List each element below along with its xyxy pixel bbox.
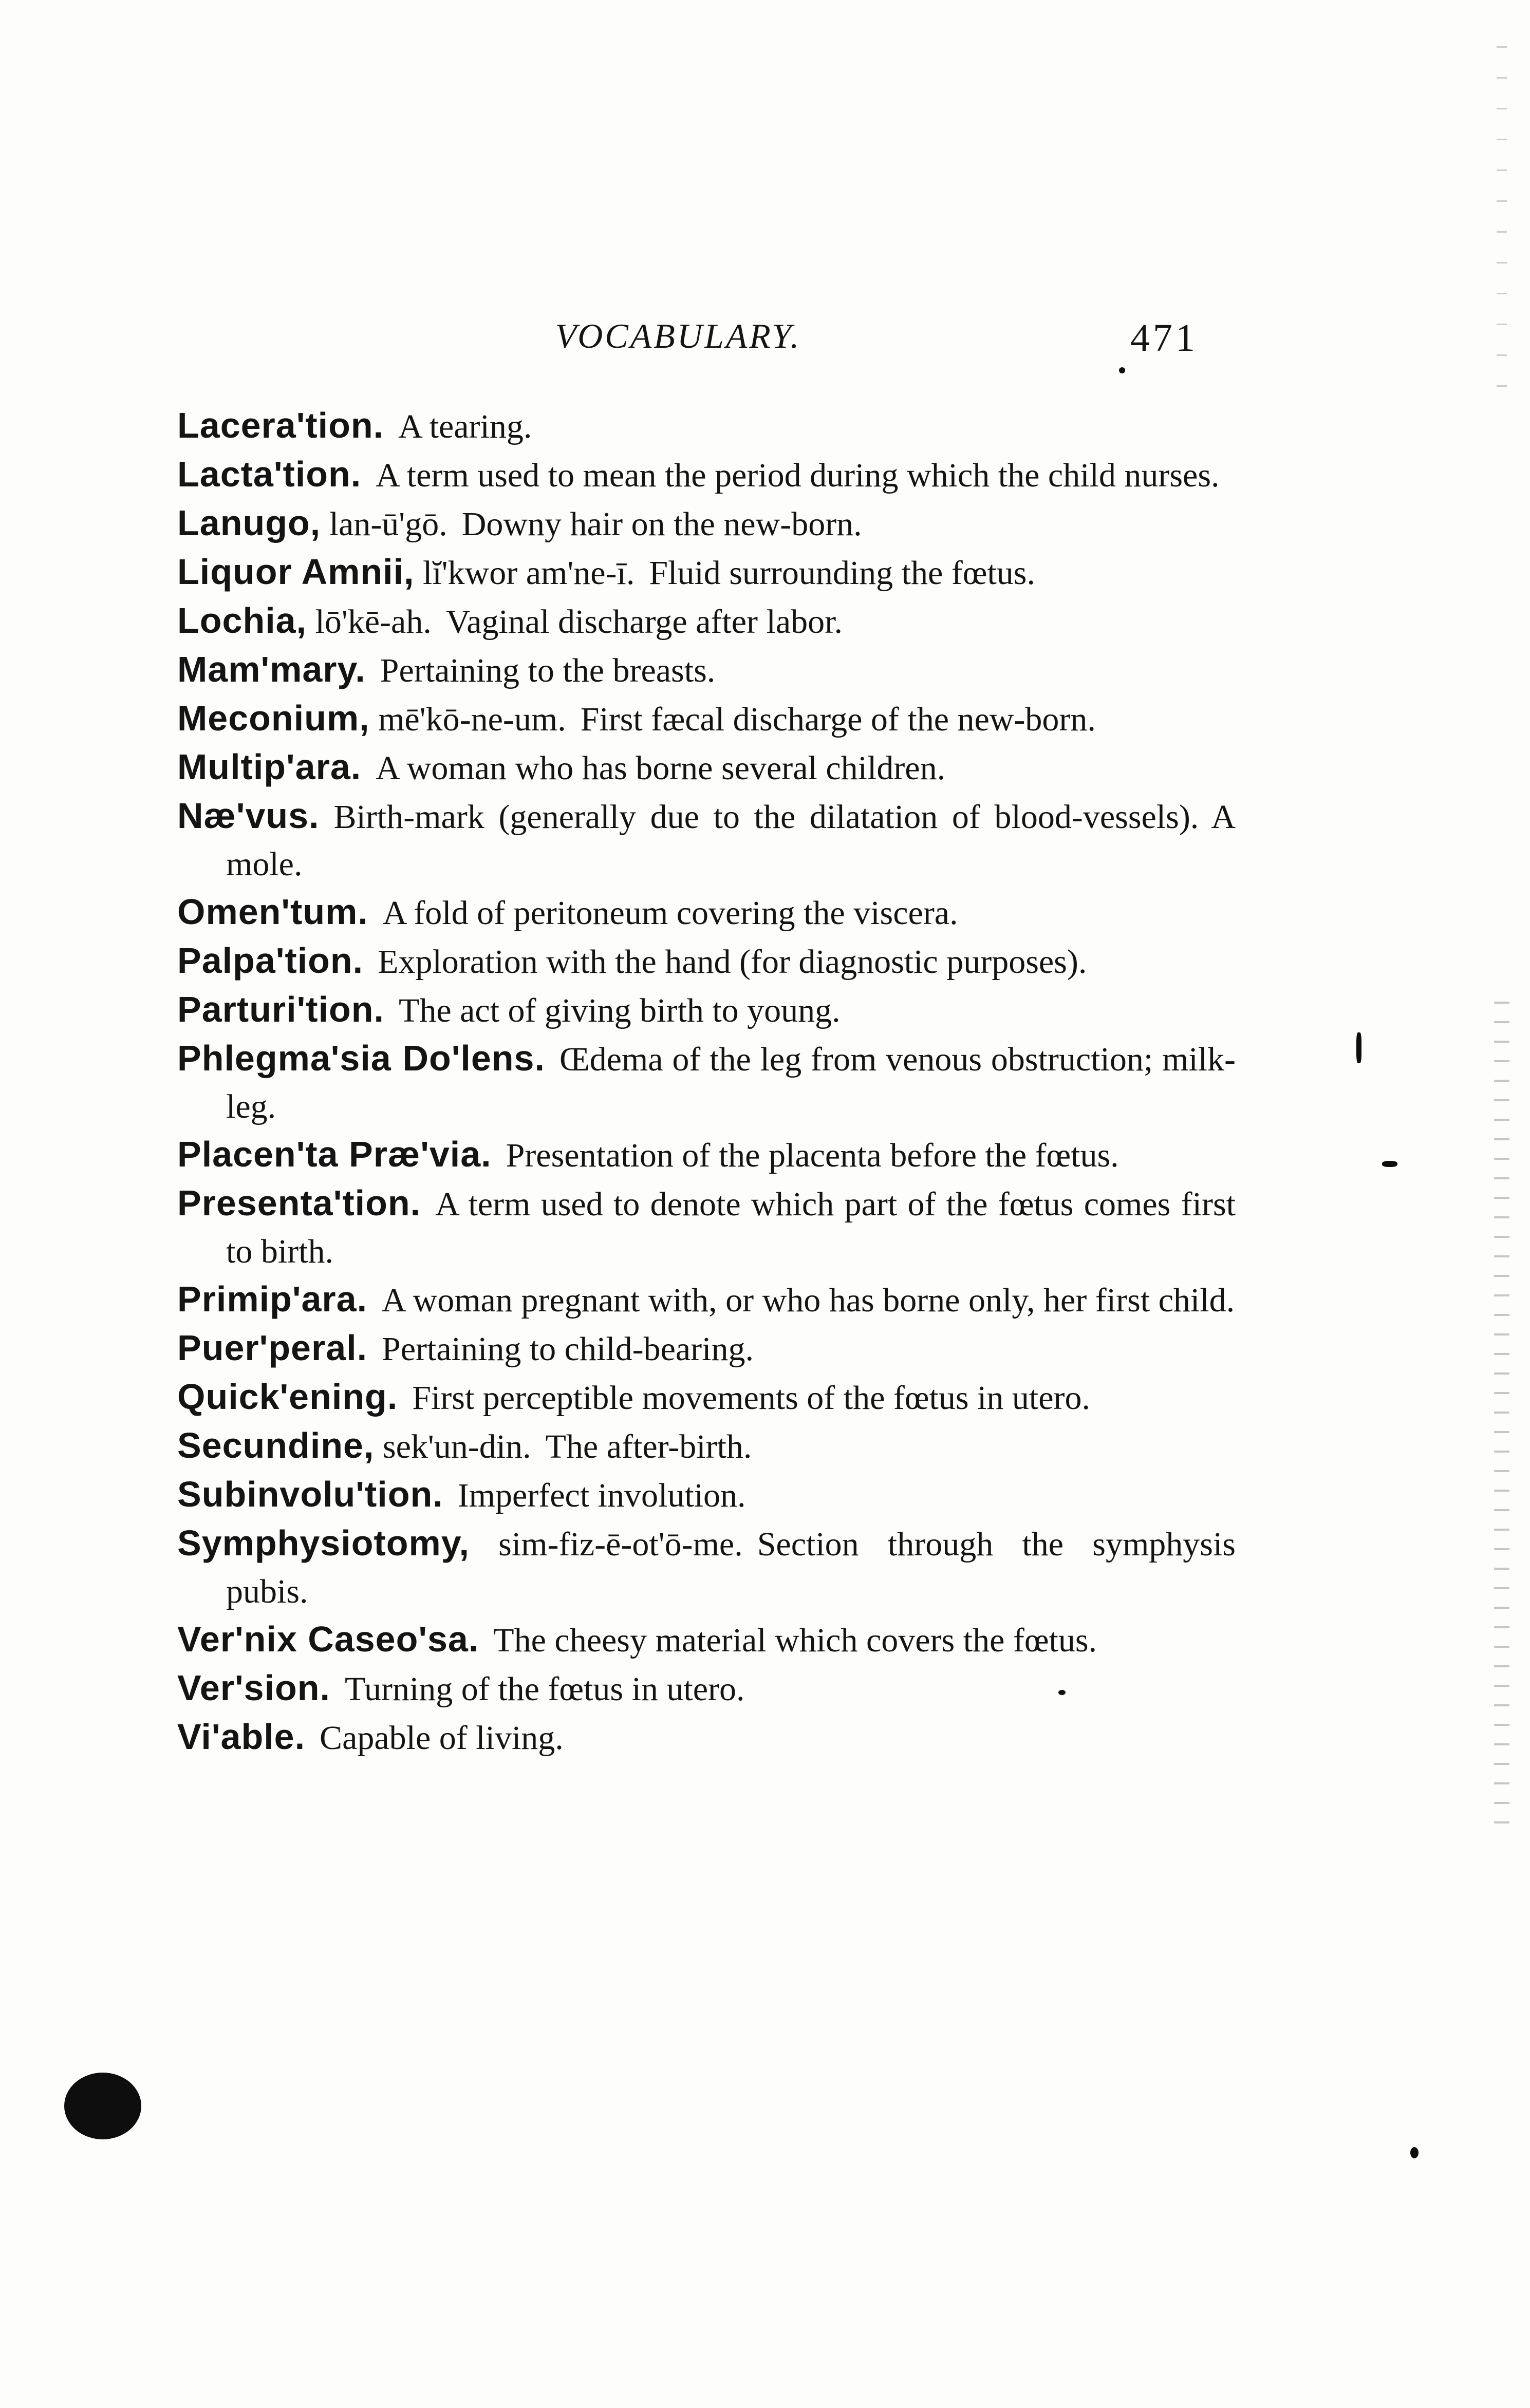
entry-term: Lanugo, [177,503,321,543]
entry-pronunciation: lan-ū'gō. [329,505,447,543]
entry-term: Puer'peral. [177,1328,368,1368]
entry-definition: Presentation of the placenta before the fœtus. [506,1137,1119,1174]
vocabulary-entry [177,1275,1236,1324]
entry-term: Lacta'tion. [177,454,362,494]
vocabulary-entry [177,1422,1236,1471]
entry-definition: A tearing. [398,408,532,445]
ink-speck [1058,1690,1066,1695]
entry-term: Vi'able. [177,1717,306,1757]
entry-definition: Pertaining to child-bearing. [382,1330,754,1368]
entry-term: Quick'ening. [177,1377,398,1417]
entry-term: Multip'ara. [177,747,362,787]
ink-speck [1410,2147,1419,2158]
vocabulary-entry [177,1179,1236,1275]
entry-pronunciation: sim-fiz-ē-ot'ō-me. [498,1526,743,1563]
entry-definition: Œdema of the leg from venous obstruction; milk-leg. [226,1041,1236,1125]
entry-definition: A term used to mean the period during which the child nurses. [376,457,1220,494]
vocabulary-entry [177,1664,1236,1713]
vocabulary-entry [177,986,1236,1034]
entry-term: Ver'nix Caseo'sa. [177,1619,479,1659]
entry-term: Lacera'tion. [177,405,384,445]
entry-definition: Vaginal discharge after labor. [445,603,843,641]
entry-term: Secundine, [177,1425,375,1465]
entry-definition: A woman pregnant with, or who has borne only, her first child. [382,1282,1235,1319]
entry-definition: Turning of the fœtus in utero. [345,1670,745,1708]
entry-definition: Pertaining to the breasts. [380,652,716,689]
vocabulary-entry [177,888,1236,937]
ink-blot [64,2073,141,2139]
vocabulary-entry [177,450,1236,499]
vocabulary-entry [177,1471,1236,1519]
entry-definition: Capable of living. [320,1719,564,1757]
entry-definition: Downy hair on the new-born. [461,505,862,543]
entry-pronunciation: lĭ'kwor am'ne-ī. [422,554,635,592]
entry-definition: Birth-mark (generally due to the dilatation of blood-vessels). A mole. [226,798,1236,883]
entry-definition: First fæcal discharge of the new-born. [580,701,1096,738]
vocabulary-entry [177,694,1236,743]
vocabulary-list [177,402,1236,1762]
vocabulary-entry [177,1615,1236,1664]
ink-speck [1382,1161,1397,1167]
vocabulary-entry [177,548,1236,597]
vocabulary-entry [177,646,1236,694]
entry-definition: A term used to denote which part of the fœtus comes first to birth. [226,1186,1236,1270]
entry-term: Lochia, [177,600,307,641]
ink-speck [1119,367,1125,373]
entry-term: Ver'sion. [177,1668,330,1708]
entry-term: Palpa'tion. [177,940,364,981]
entry-term: Omen'tum. [177,892,368,932]
entry-term: Placen'ta Præ'via. [177,1134,492,1174]
entry-term: Liquor Amnii, [177,552,415,592]
vocabulary-entry [177,1373,1236,1422]
entry-definition: A woman who has borne several children. [376,749,946,787]
entry-term: Presenta'tion. [177,1183,421,1223]
vocabulary-entry [177,1519,1236,1615]
entry-definition: First perceptible movements of the fœtus in utero. [412,1379,1090,1417]
entry-term: Meconium, [177,698,370,738]
entry-definition: Fluid surrounding the fœtus. [649,554,1035,592]
vocabulary-entry [177,937,1236,986]
entry-term: Symphysiotomy, [177,1523,470,1563]
entry-pronunciation: mē'kō-ne-um. [378,701,566,738]
entry-term: Næ'vus. [177,796,320,836]
entry-definition: The after-birth. [545,1428,752,1465]
entry-definition: A fold of peritoneum covering the viscera. [382,894,958,932]
entry-term: Mam'mary. [177,649,366,689]
entry-term: Subinvolu'tion. [177,1474,443,1514]
entry-term: Phlegma'sia Do'lens. [177,1038,545,1078]
scan-margin-specks [1494,1002,1509,1823]
vocabulary-entry [177,792,1236,888]
entry-term: Parturi'tion. [177,989,384,1029]
vocabulary-entry [177,1131,1236,1179]
vocabulary-entry [177,402,1236,450]
vocabulary-entry [177,597,1236,646]
entry-definition: Section through the symphysis pubis. [226,1526,1236,1610]
ink-speck [1356,1032,1361,1063]
vocabulary-entry [177,743,1236,792]
entry-definition: The act of giving birth to young. [399,992,841,1029]
vocabulary-entry [177,1034,1236,1131]
scan-margin-specks-top [1497,46,1507,406]
vocabulary-entry [177,1713,1236,1762]
vocabulary-entry [177,499,1236,548]
entry-pronunciation: sek'un-din. [382,1428,531,1465]
page-number: 471 [1130,316,1198,360]
entry-pronunciation: lō'kē-ah. [315,603,432,641]
entry-term: Primip'ara. [177,1279,368,1319]
running-title: VOCABULARY. [555,316,801,355]
entry-definition: The cheesy material which covers the fœtus. [493,1622,1097,1659]
entry-definition: Imperfect involution. [457,1477,746,1514]
entry-definition: Exploration with the hand (for diagnostic purposes). [378,943,1087,981]
vocabulary-entry [177,1324,1236,1373]
